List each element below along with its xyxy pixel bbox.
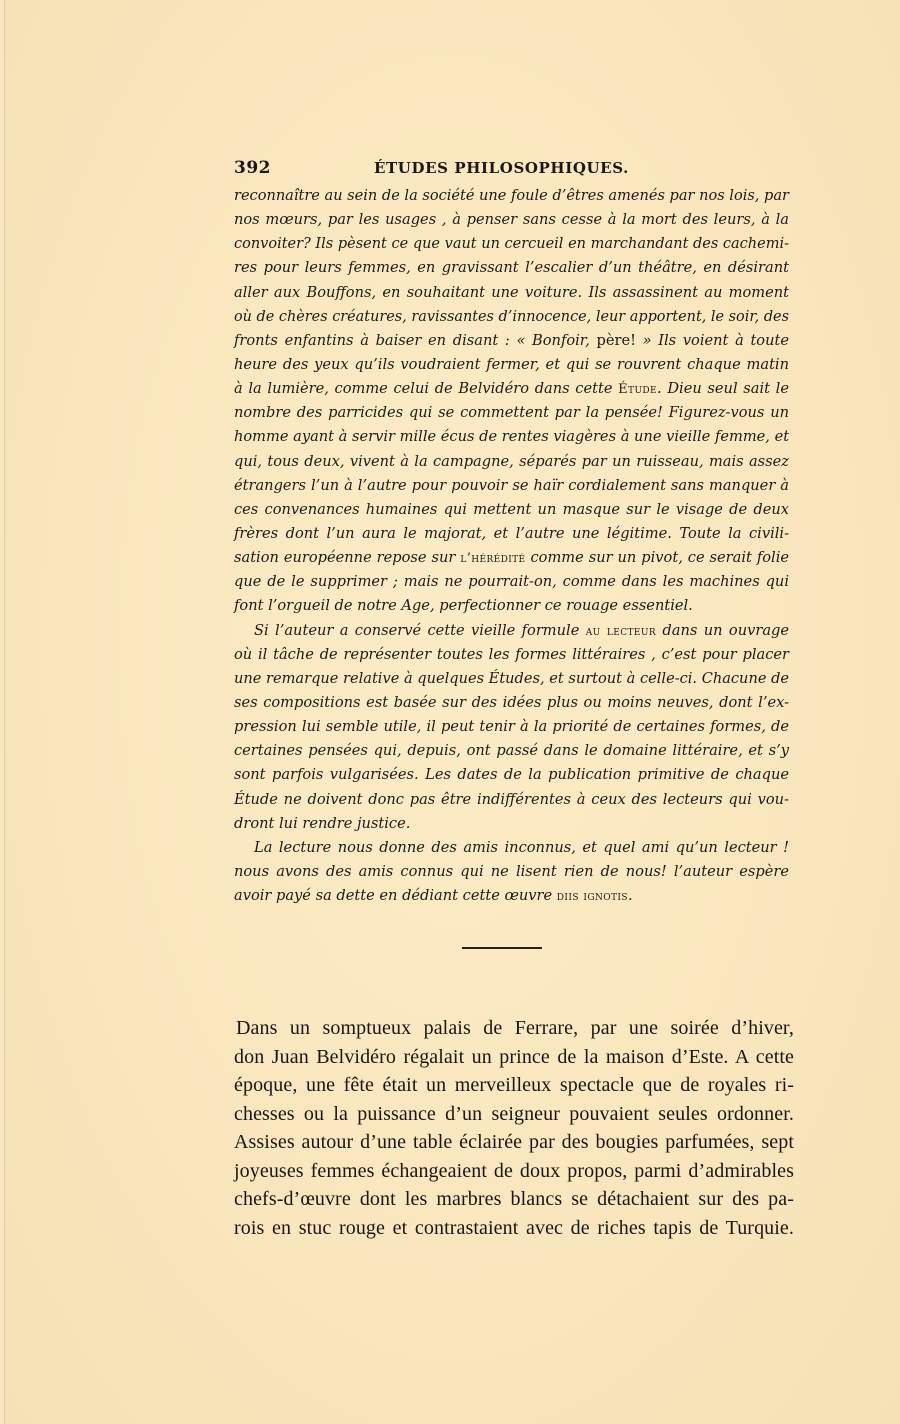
text-line: heure des yeux qu’ils voudraient fermer, et qui se rouvrent chaque matin bbox=[234, 355, 789, 373]
text-line: ces convenances humaines qui mettent un masque sur le visage de deux bbox=[234, 500, 789, 518]
text-line: font l’orgueil de notre Age, perfectionner ce rouage essentiel. bbox=[234, 597, 693, 615]
small-caps-segment: Étude bbox=[618, 382, 658, 398]
text-line: où de chères créatures, ravissantes d’innocence, leur apportent, le soir, des bbox=[234, 307, 789, 325]
text-line: étrangers l’un à l’autre pour pouvoir se haïr cordialement sans manquer à bbox=[234, 476, 789, 494]
upright-segment: père! bbox=[596, 331, 636, 349]
text-line: nos mœurs, par les usages , à penser sans cesse à la mort des leurs, à la bbox=[234, 211, 789, 229]
paragraph-start-line: Dans un somptueux palais de Ferrare, par une soirée d’hiver, bbox=[236, 1017, 794, 1039]
text-line: certaines pensées qui, depuis, ont passé dans le domaine littéraire, et s’y bbox=[234, 742, 789, 760]
text-line: joyeuses femmes échangeaient de doux propos, parmi d’admirables bbox=[234, 1159, 794, 1182]
text-segment: . Dieu seul sait le bbox=[657, 380, 789, 398]
text-line: frères dont l’un aura le majorat, et l’autre une légitime. Toute la civili- bbox=[234, 524, 789, 542]
paragraph-start-line bbox=[234, 619, 789, 643]
text-segment: avoir payé sa dette en dédiant cette œuvre bbox=[234, 887, 557, 905]
text-line: pression lui semble utile, il peut tenir à la priorité de certaines formes, de bbox=[234, 718, 789, 736]
text-line: reconnaître au sein de la société une foule d’êtres amenés par nos lois, par bbox=[234, 187, 789, 204]
text-line: homme ayant à servir mille écus de rentes viagères à une vieille femme, et bbox=[234, 428, 790, 446]
text-line: chefs-d’œuvre dont les marbres blancs se détachaient sur des pa- bbox=[234, 1188, 794, 1210]
page-number: 392 bbox=[234, 158, 271, 178]
text-line: Étude ne doivent donc pas être indifférentes à ceux des lecteurs qui vou- bbox=[234, 790, 789, 808]
small-caps-segment: l’hérédité bbox=[460, 551, 526, 567]
book-page bbox=[4, 0, 900, 1424]
text-line: convoiter? Ils pèsent ce que vaut un cercueil en marchandant des cachemi- bbox=[234, 235, 789, 253]
text-line: nous avons des amis connus qui ne lisent rien de nous! l’auteur espère bbox=[234, 862, 789, 880]
preface-text bbox=[234, 184, 789, 908]
text-line: qui, tous deux, vivent à la campagne, séparés par un ruisseau, mais assez bbox=[234, 452, 789, 470]
text-segment: comme sur un pivot, ce serait folie bbox=[525, 549, 789, 567]
text-segment: à la lumière, comme celui de Belvidéro dans cette bbox=[234, 380, 619, 398]
text-line: chesses ou la puissance d’un seigneur pouvaient seules ordonner. bbox=[234, 1102, 794, 1125]
text-line bbox=[234, 546, 789, 570]
story-text bbox=[234, 1014, 794, 1239]
running-title: ÉTUDES PHILOSOPHIQUES. bbox=[374, 159, 629, 177]
text-line bbox=[234, 884, 789, 908]
text-line: don Juan Belvidéro régalait un prince de la maison d’Este. A cette bbox=[234, 1045, 794, 1068]
text-line bbox=[234, 329, 789, 353]
text-line: ses compositions est basée sur des idées plus ou moins neuves, dont l’ex- bbox=[234, 693, 789, 711]
text-line: où il tâche de représenter toutes les formes littéraires , c’est pour placer bbox=[234, 645, 789, 663]
section-separator-rule bbox=[462, 947, 542, 949]
text-line: aller aux Bouffons, en souhaitant une voiture. Ils assassinent au moment bbox=[234, 283, 789, 301]
text-line: res pour leurs femmes, en gravissant l’escalier d’un théâtre, en désirant bbox=[234, 259, 789, 277]
text-line: une remarque relative à quelques Études, et surtout à celle-ci. Chacune de bbox=[234, 669, 790, 687]
text-line: sont parfois vulgarisées. Les dates de la publication primitive de chaque bbox=[234, 766, 789, 784]
text-segment: Si l’auteur a conservé cet‍te vieille formule bbox=[254, 621, 586, 639]
text-segment: sation européenne repose sur bbox=[234, 549, 461, 567]
text-line bbox=[234, 377, 789, 401]
text-segment: fronts enfantins à baiser en disant : « Bonfoir, bbox=[234, 331, 597, 349]
text-line: rois en stuc rouge et contrastaient avec de riches tapis de Turquie. bbox=[234, 1216, 794, 1239]
paragraph-start-line: La lecture nous donne des amis inconnus, et quel ami qu’un lecteur ! bbox=[254, 838, 789, 856]
small-caps-segment: diis ignotis bbox=[556, 889, 628, 905]
text-line: nombre des parricides qui se commettent par la pensée! Figurez-vous un bbox=[234, 404, 789, 422]
text-line: dront lui rendre justice. bbox=[234, 814, 411, 832]
running-head bbox=[234, 158, 789, 180]
text-segment: . bbox=[627, 887, 633, 905]
text-line: époque, une fête était un merveilleux spectacle que de royales ri- bbox=[234, 1074, 794, 1096]
text-segment: » Ils voient à toute bbox=[635, 331, 789, 349]
small-caps-segment: au lecteur bbox=[585, 623, 657, 639]
text-segment: dans un ouvrage bbox=[656, 621, 789, 639]
text-line: Assises autour d’une table éclairée par des bougies parfumées, sept bbox=[234, 1131, 794, 1153]
text-line: que de le supprimer ; mais ne pourrait-on, comme dans les machines qui bbox=[234, 573, 789, 591]
